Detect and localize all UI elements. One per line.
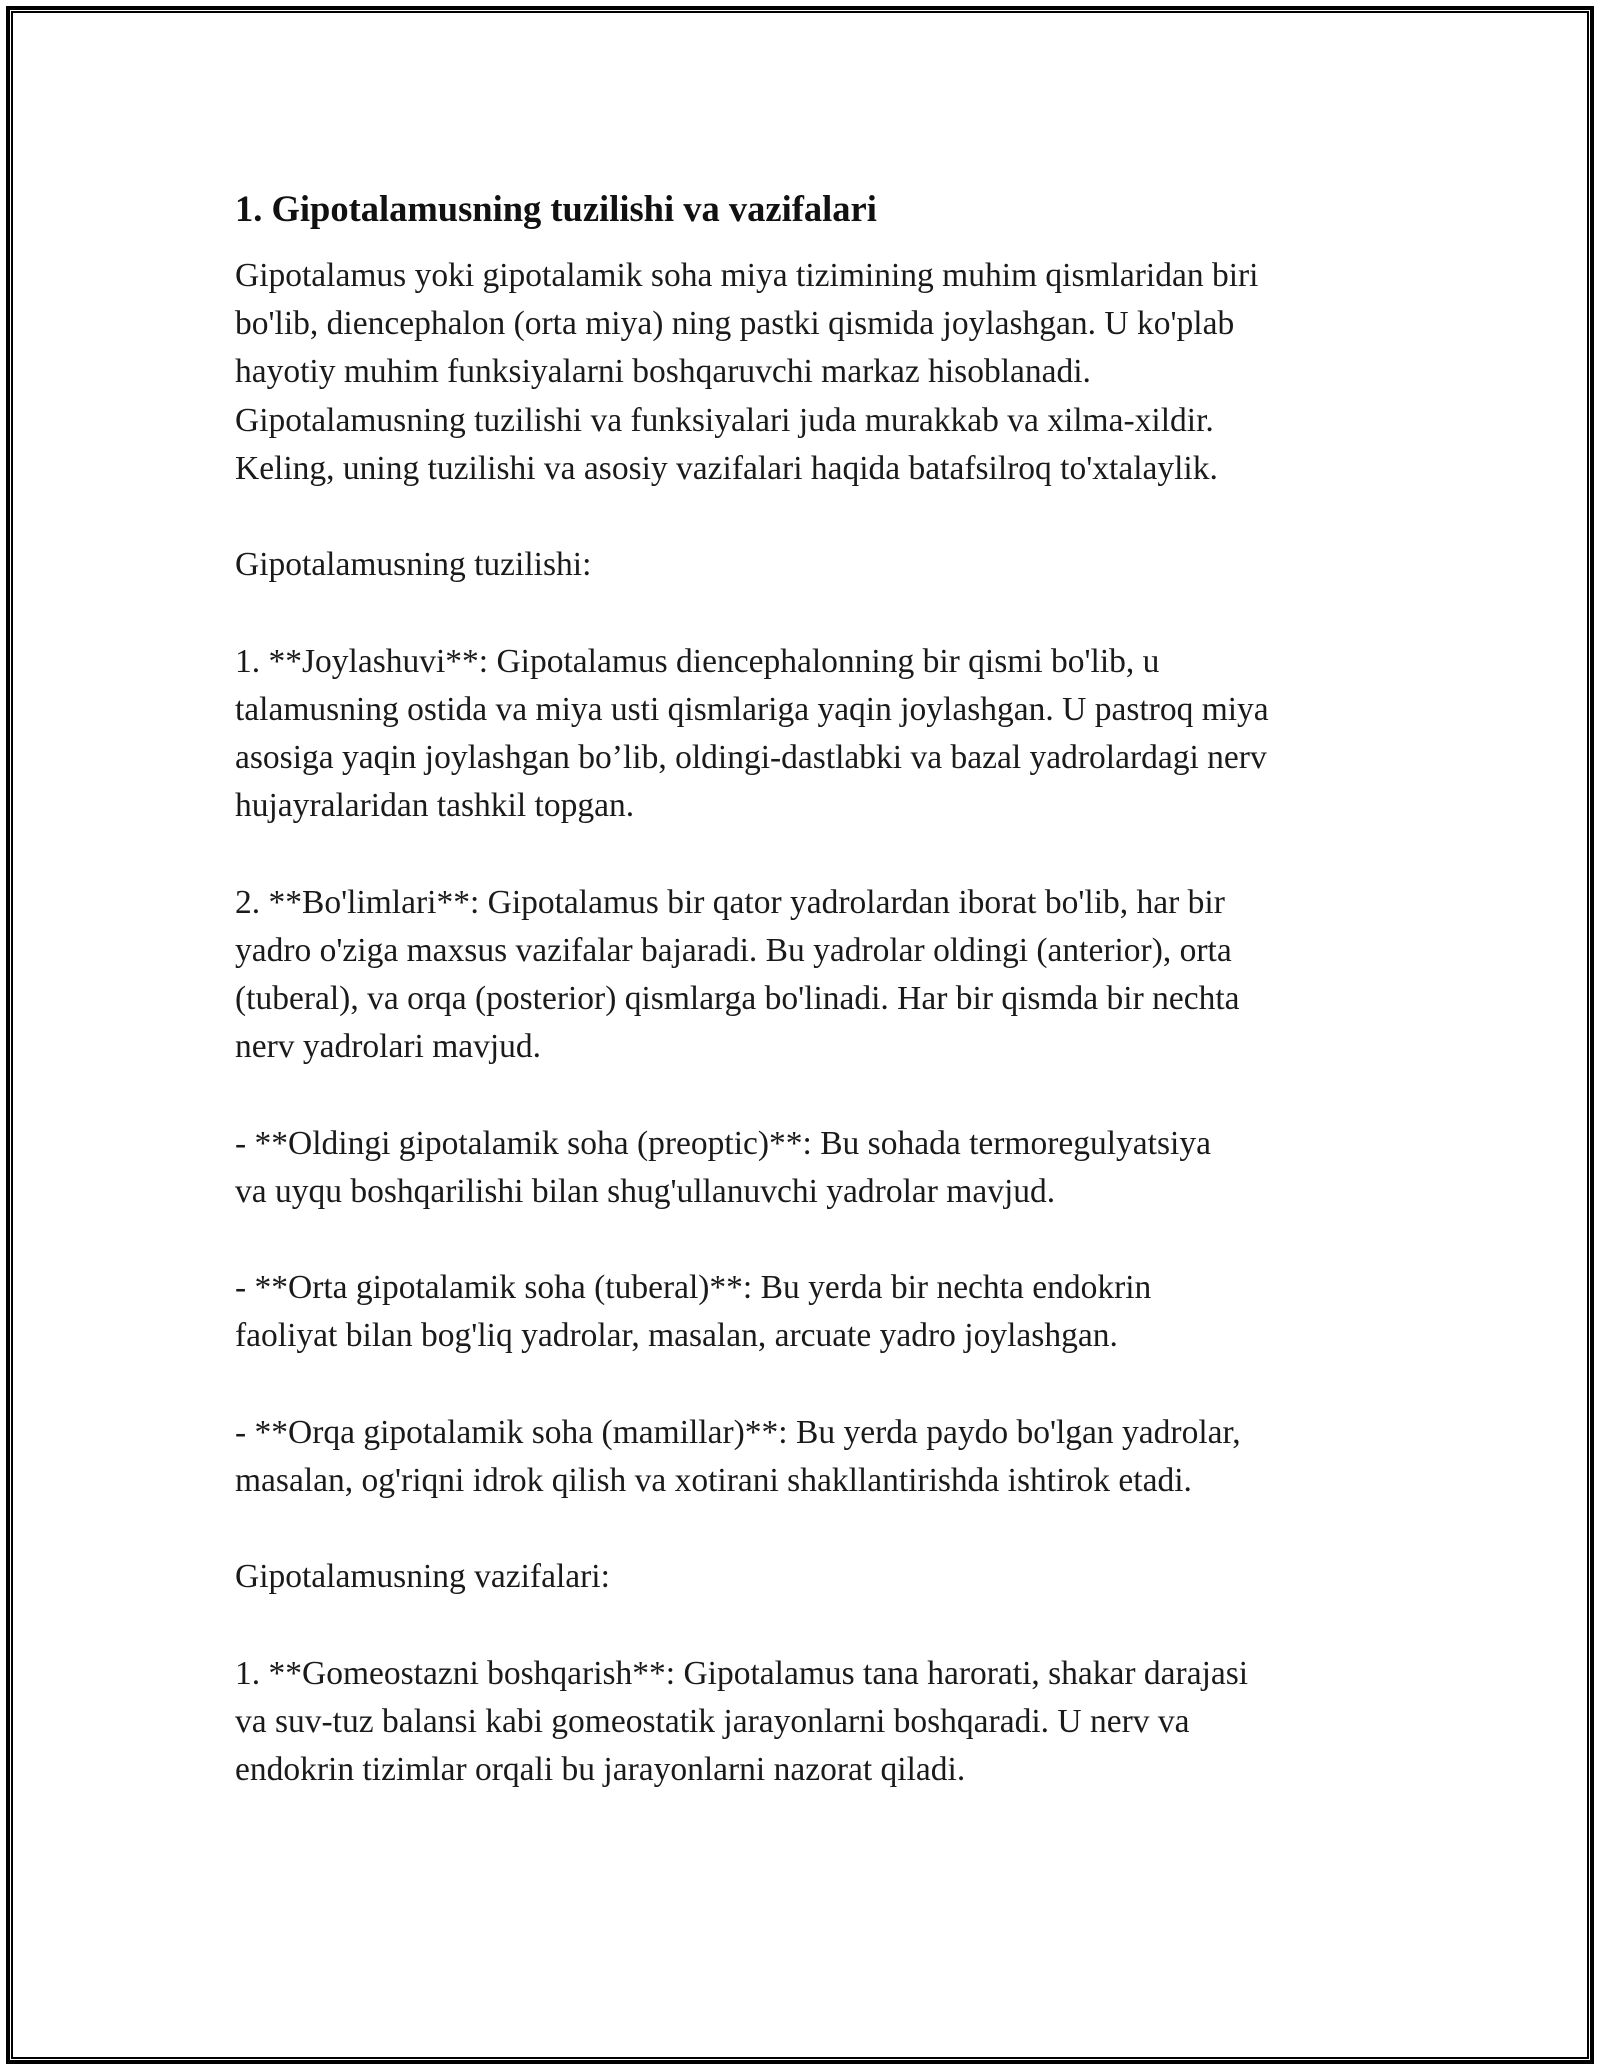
sub-item-anterior: - **Oldingi gipotalamik soha (preoptic)**: Bu sohada termoregulyatsiya va uyqu boshqarilishi bilan shug'ullanuvchi yadrolar mavjud. (235, 1124, 1211, 1210)
paragraph-gap (235, 493, 1395, 541)
sub-item-mamillary: - **Orqa gipotalamik soha (mamillar)**: Bu yerda paydo bo'lgan yadrolar, masalan, og'riqni idrok qilish va xotirani shakllantirishda ishtirok etadi. (235, 1413, 1241, 1499)
document-body (235, 185, 1395, 1794)
paragraph-gap (235, 1216, 1395, 1264)
list-item-homeostasis: 1. **Gomeostazni boshqarish**: Gipotalamus tana harorati, shakar darajasi va suv-tuz balansi kabi gomeostatik jarayonlarni boshqaradi. U nerv va endokrin tizimlar orqali bu jarayonlarni nazorat qiladi. (235, 1654, 1249, 1789)
functions-subheading: Gipotalamusning vazifalari: (235, 1558, 610, 1596)
paragraph-gap (235, 589, 1395, 637)
section-heading: 1. Gipotalamusning tuzilishi va vazifalari (235, 188, 877, 229)
list-item-divisions: 2. **Bo'limlari**: Gipotalamus bir qator yadrolardan iborat bo'lib, har bir yadro o'ziga maxsus vazifalar bajaradi. Bu yadrolar oldingi (anterior), orta (tuberal), va orqa (posterior) qismlarga bo'linadi. Har bir qismda bir nechta nerv yadrolari mavjud. (235, 883, 1240, 1066)
intro-paragraph: Gipotalamus yoki gipotalamik soha miya tizimining muhim qismlaridan biri bo'lib, diencephalon (orta miya) ning pastki qismida joylashgan. U ko'plab hayotiy muhim funksiyalarni boshqaruvchi markaz hisoblanadi. Gipotalamusning tuzilishi va funksiyalari juda murakkab va xilma-xildir. Keling, uning tuzilishi va asosiy vazifalari haqida batafsilroq to'xtalaylik. (235, 257, 1259, 487)
paragraph-gap (235, 1361, 1395, 1409)
paragraph-gap (235, 1505, 1395, 1553)
paragraph-gap (235, 1602, 1395, 1650)
structure-subheading: Gipotalamusning tuzilishi: (235, 546, 592, 584)
list-item-location: 1. **Joylashuvi**: Gipotalamus diencephalonning bir qismi bo'lib, u talamusning ostida va miya usti qismlariga yaqin joylashgan. U pastroq miya asosiga yaqin joylashgan bo’lib, oldingi-dastlabki va bazal yadrolardagi nerv hujayralaridan tashkil topgan. (235, 642, 1269, 825)
sub-item-tuberal: - **Orta gipotalamik soha (tuberal)**: Bu yerda bir nechta endokrin faoliyat bilan bog'liq yadrolar, masalan, arcuate yadro joylashgan. (235, 1269, 1152, 1355)
paragraph-gap (235, 1071, 1395, 1119)
paragraph-gap (235, 830, 1395, 878)
